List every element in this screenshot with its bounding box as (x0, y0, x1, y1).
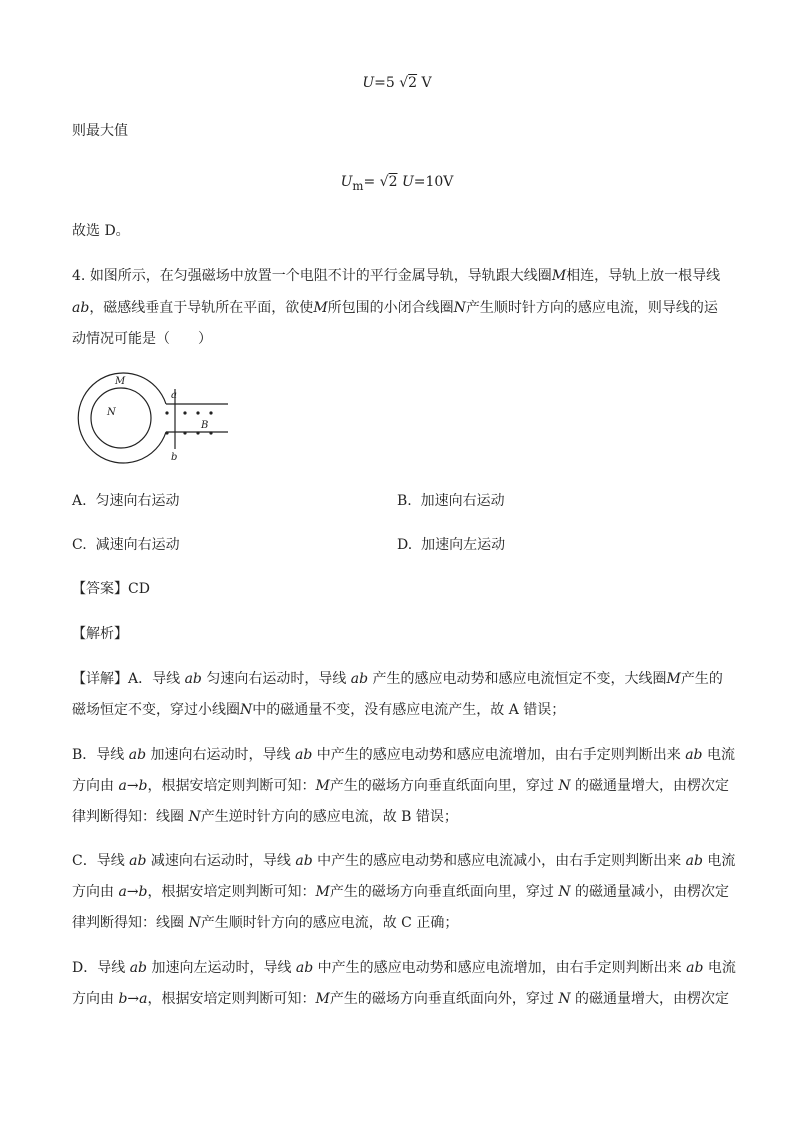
detail-text: 电流 (702, 747, 735, 763)
field-dot (196, 431, 199, 434)
var: M (315, 991, 330, 1007)
var: ab (685, 747, 703, 763)
field-dot (196, 411, 199, 414)
option-letter: D. (397, 537, 413, 553)
detail-text: 中产生的感应电动势和感应电流减小，由右手定则判断出来 (312, 853, 686, 869)
field-dot (165, 411, 168, 414)
option-b (397, 491, 505, 511)
detail-text: → (126, 884, 139, 900)
var: M (313, 300, 328, 316)
detail-text: 磁场恒定不变，穿过小线圈 (72, 702, 240, 718)
circuit-figure (70, 372, 240, 464)
analysis-label: 【解析】 (72, 626, 128, 642)
question-line-3: 动情况可能是（ ） (72, 331, 212, 347)
var-u: U (340, 174, 353, 190)
formula-eq: = (363, 174, 376, 190)
detail-text: 加速向左运动时，导线 (147, 960, 296, 976)
option-letter: B. (397, 493, 412, 509)
max-value-label: 则最大值 (72, 123, 128, 139)
detail-text: 的磁通量增大，由楞次定 (570, 778, 730, 794)
sqrt-symbol: √ (399, 75, 409, 91)
var: b (118, 991, 128, 1007)
var: N (188, 809, 201, 825)
var: ab (294, 747, 313, 763)
sqrt-symbol: √ (379, 174, 389, 190)
var: ab (350, 671, 369, 687)
answer-value: CD (128, 581, 150, 597)
var: ab (72, 300, 90, 316)
var: a (118, 778, 127, 794)
var: N (558, 991, 571, 1007)
var: ab (685, 853, 703, 869)
var: N (558, 884, 571, 900)
detail-c-line-1 (72, 851, 735, 871)
question-line-1 (72, 266, 720, 286)
var: M (666, 671, 681, 687)
field-dot (209, 431, 212, 434)
detail-text: 方向由 (72, 991, 119, 1007)
detail-c-line-2 (72, 882, 729, 902)
detail-text: 产生的 (680, 671, 723, 687)
field-dot (183, 431, 186, 434)
formula-u-rms (0, 73, 794, 93)
detail-d-line-2 (72, 989, 729, 1009)
var: ab (184, 671, 202, 687)
detail-text: 【详解】A．导线 (72, 671, 185, 687)
detail-text: 方向由 (72, 884, 119, 900)
var: a (118, 884, 127, 900)
detail-text: 的磁通量减小，由楞次定 (570, 884, 730, 900)
detail-text: 产生逆时针方向的感应电流，故 B 错误； (200, 809, 458, 825)
label-n: N (107, 407, 116, 418)
detail-b-line-1 (72, 745, 735, 765)
detail-text: 律判断得知：线圈 (72, 809, 189, 825)
var: N (240, 702, 253, 718)
subscript-m: m (352, 178, 364, 193)
option-a (72, 491, 179, 511)
var: N (558, 778, 571, 794)
detail-text: 的磁通量增大，由楞次定 (570, 991, 730, 1007)
detail-text: 产生的磁场方向垂直纸面向里，穿过 (329, 778, 559, 794)
unit: V (417, 75, 432, 91)
detail-text: ，根据安培定则判断可知： (147, 991, 316, 1007)
label-field-b: B (201, 420, 209, 431)
var: ab (295, 960, 314, 976)
detail-text: ，根据安培定则判断可知： (147, 778, 316, 794)
detail-text: 产生的感应电动势和感应电流恒定不变，大线圈 (368, 671, 667, 687)
detail-text: C．导线 (72, 853, 130, 869)
option-text: 匀速向右运动 (95, 493, 180, 509)
detail-a-line-1 (72, 669, 723, 689)
question-text: 所包围的小闭合线圈 (327, 300, 454, 316)
question-text: 相连，导轨上放一根导线 (566, 268, 721, 284)
formula-eq: =5 (374, 75, 395, 91)
formula-u-max (0, 172, 794, 196)
field-dot (165, 431, 168, 434)
detail-text: 产生的磁场方向垂直纸面向里，穿过 (329, 884, 559, 900)
var: N (188, 915, 201, 931)
var: ab (295, 853, 313, 869)
option-letter: C. (72, 537, 87, 553)
detail-a-line-2 (72, 700, 565, 720)
var: ab (128, 747, 147, 763)
detail-text: 匀速向右运动时，导线 (201, 671, 351, 687)
label-a: a (171, 390, 177, 401)
label-m: M (115, 376, 126, 387)
detail-d-line-1 (72, 958, 736, 978)
question-number: 4. (72, 268, 86, 284)
detail-text: ，根据安培定则判断可知： (147, 884, 316, 900)
detail-text: 律判断得知：线圈 (72, 915, 189, 931)
option-text: 加速向左运动 (421, 537, 506, 553)
conclusion-text: 故选 D。 (72, 223, 130, 239)
var: M (315, 884, 330, 900)
option-text: 减速向右运动 (95, 537, 180, 553)
option-c (72, 535, 180, 555)
question-text: ，磁感线垂直于导轨所在平面，欲使 (89, 300, 314, 316)
detail-text: B．导线 (72, 747, 129, 763)
var: ab (686, 960, 704, 976)
formula-rest: =10V (413, 174, 454, 190)
var: ab (129, 960, 147, 976)
detail-b-line-2 (72, 776, 729, 796)
var-u: U (401, 174, 414, 190)
detail-text: → (127, 991, 140, 1007)
detail-text: 方向由 (72, 778, 119, 794)
option-letter: A. (72, 493, 87, 509)
question-text: 如图所示，在匀强磁场中放置一个电阻不计的平行金属导轨，导轨跟大线圈 (89, 268, 552, 284)
detail-text: D．导线 (72, 960, 130, 976)
label-b: b (171, 452, 178, 463)
detail-text: 中产生的感应电动势和感应电流增加，由右手定则判断出来 (312, 747, 686, 763)
detail-text: 加速向右运动时，导线 (146, 747, 295, 763)
detail-text: 中产生的感应电动势和感应电流增加，由右手定则判断出来 (313, 960, 687, 976)
detail-text: 产生的磁场方向垂直纸面向外，穿过 (329, 991, 559, 1007)
detail-text: 中的磁通量不变，没有感应电流产生，故 A 错误； (252, 702, 566, 718)
radicand: 2 (388, 174, 398, 190)
detail-text: → (126, 778, 139, 794)
answer-label: 【答案】 (72, 581, 128, 597)
detail-text: 产生顺时针方向的感应电流，故 C 正确； (200, 915, 459, 931)
detail-b-line-3 (72, 807, 458, 827)
var: b (138, 884, 148, 900)
radicand: 2 (408, 75, 418, 91)
question-line-2 (72, 298, 718, 318)
var: M (551, 268, 567, 284)
var: M (315, 778, 330, 794)
option-d (397, 535, 505, 555)
var: N (453, 300, 466, 316)
var: a (139, 991, 148, 1007)
var-u: U (362, 75, 375, 91)
question-text: 产生顺时针方向的感应电流，则导线的运 (465, 300, 718, 316)
detail-c-line-3 (72, 913, 458, 933)
coil-n (91, 388, 151, 448)
field-dot (209, 411, 212, 414)
var: b (138, 778, 148, 794)
var: ab (129, 853, 147, 869)
detail-text: 电流 (702, 853, 736, 869)
detail-text: 减速向右运动时，导线 (146, 853, 296, 869)
option-text: 加速向右运动 (420, 493, 505, 509)
answer-line (72, 579, 150, 599)
field-dot (183, 411, 186, 414)
detail-text: 电流 (703, 960, 736, 976)
